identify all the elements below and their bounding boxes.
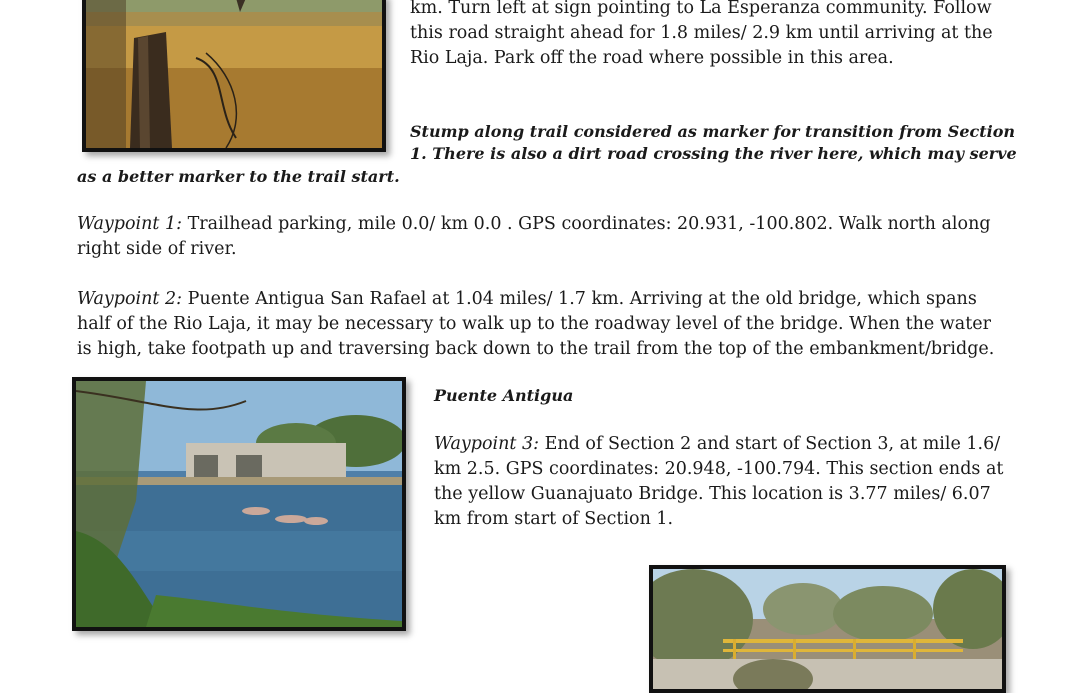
waypoint1-line (77, 212, 991, 237)
waypoint3-line: km 2.5. GPS coordinates: 20.948, -100.794. This section ends at (434, 459, 1004, 479)
waypoint2-label: Waypoint 2: (77, 289, 183, 309)
stump-caption-line: Stump along trail considered as marker for transition from Section (410, 122, 1016, 141)
intro-text-line: this road straight ahead for 1.8 miles/ 2.9 km until arriving at the (410, 23, 993, 43)
waypoint1-label: Waypoint 1: (77, 214, 183, 234)
waypoint2-line (77, 287, 977, 312)
waypoint2-line: is high, take footpath up and traversing back down to the trail from the top of the embankment/bridge. (77, 339, 995, 359)
waypoint1-text: Trailhead parking, mile 0.0/ km 0.0 . GPS coordinates: 20.931, -100.802. Walk north along (182, 214, 991, 234)
stump-caption-line: as a better marker to the trail start. (77, 167, 400, 186)
stump-caption-line: 1. There is also a dirt road crossing the river here, which may serve (410, 144, 1017, 163)
yellow-bridge-photo (649, 565, 1006, 693)
waypoint2-text: Puente Antigua San Rafael at 1.04 miles/ 1.7 km. Arriving at the old bridge, which spans (182, 289, 977, 309)
waypoint1-line: right side of river. (77, 239, 237, 259)
bridge-caption: Puente Antigua (434, 386, 574, 405)
waypoint3-line: the yellow Guanajuato Bridge. This location is 3.77 miles/ 6.07 (434, 484, 991, 504)
intro-text-line: Rio Laja. Park off the road where possible in this area. (410, 48, 894, 68)
waypoint3-line: km from start of Section 1. (434, 509, 674, 529)
waypoint3-label: Waypoint 3: (434, 434, 540, 454)
stump-photo (82, 0, 386, 152)
intro-text-line: km. Turn left at sign pointing to La Esperanza community. Follow (410, 0, 992, 18)
bridge-photo (72, 377, 406, 631)
waypoint3-line (434, 432, 1000, 457)
waypoint3-text: End of Section 2 and start of Section 3, at mile 1.6/ (539, 434, 1001, 454)
waypoint2-line: half of the Rio Laja, it may be necessary to walk up to the roadway level of the bridge. When the water (77, 314, 991, 334)
